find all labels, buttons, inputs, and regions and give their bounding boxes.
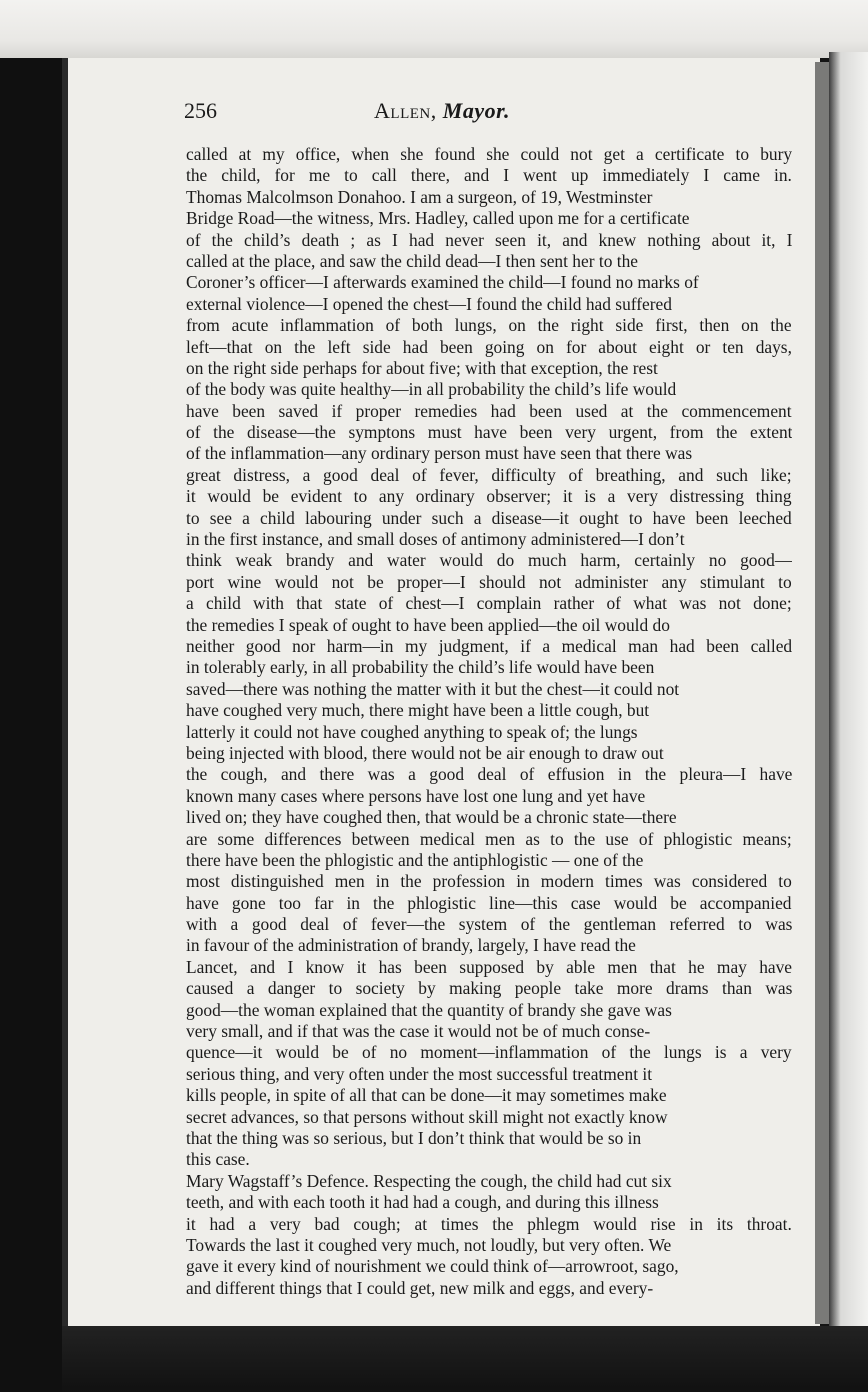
running-head-title: Mayor. [442, 98, 510, 123]
text-line: called at my office, when she found she could not get a certificate to bury [186, 144, 792, 164]
text-line: are some differences between medical men as to the use of phlogistic means; [186, 828, 792, 849]
text-line: of the body was quite healthy—in all probability the child’s life would [186, 379, 677, 400]
text-line: gave it every kind of nourishment we could think of—arrowroot, sago, [186, 1256, 679, 1277]
body-text [186, 144, 792, 1299]
text-line: latterly it could not have coughed anything to speak of; the lungs [186, 721, 638, 742]
text-line: Thomas Malcolmson Donahoo. I am a surgeon, of 19, Westminster [186, 186, 653, 207]
text-line: with a good deal of fever—the system of the gentleman referred to was [186, 914, 792, 935]
text-line: it had a very bad cough; at times the phlegm would rise in its throat. [186, 1213, 792, 1234]
text-line: saved—there was nothing the matter with it but the chest—it could not [186, 678, 680, 699]
text-line: this case. [186, 1149, 250, 1170]
page-header [122, 96, 802, 130]
text-line: have been saved if proper remedies had been used at the commencement [186, 400, 792, 421]
text-line: the remedies I speak of ought to have been applied—the oil would do [186, 614, 670, 635]
text-line: have gone too far in the phlogistic line—this case would be accompanied [186, 892, 792, 913]
text-line: external violence—I opened the chest—I found the child had suffered [186, 293, 672, 314]
text-line: that the thing was so serious, but I don’t think that would be so in [186, 1127, 642, 1148]
text-line: kills people, in spite of all that can be done—it may sometimes make [186, 1085, 667, 1106]
text-line: known many cases where persons have lost one lung and yet have [186, 785, 646, 806]
text-line: and different things that I could get, new milk and eggs, and every- [186, 1277, 654, 1298]
text-line: of the inflammation—any ordinary person must have seen that there was [186, 443, 693, 464]
text-line: in favour of the administration of brandy, largely, I have read the [186, 935, 636, 956]
text-line: of the disease—the symptons must have been very urgent, from the extent [186, 422, 792, 443]
text-line: Lancet, and I know it has been supposed by able men that he may have [186, 956, 792, 977]
text-line: there have been the phlogistic and the antiphlogistic — one of the [186, 849, 644, 870]
text-line: teeth, and with each tooth it had had a cough, and during this illness [186, 1192, 659, 1213]
text-line: left—that on the left side had been going on for about eight or ten days, [186, 336, 792, 357]
text-line: good—the woman explained that the quantity of brandy she gave was [186, 999, 672, 1020]
page-number: 256 [184, 98, 217, 123]
text-line: it would be evident to any ordinary observer; it is a very distressing thing [186, 486, 792, 507]
text-line: the cough, and there was a good deal of effusion in the pleura—I have [186, 764, 792, 785]
text-line: on the right side perhaps for about five; with that exception, the rest [186, 357, 658, 378]
text-line: of the child’s death ; as I had never seen it, and knew nothing about it, I [186, 229, 792, 250]
running-head-name: Allen, [374, 98, 437, 123]
page-edge-shadow [815, 62, 829, 1324]
text-line: Towards the last it coughed very much, not loudly, but very often. We [186, 1234, 672, 1255]
text-line: great distress, a good deal of fever, difficulty of breathing, and such like; [186, 464, 792, 485]
text-line: port wine would not be proper—I should not administer any stimulant to [186, 571, 792, 592]
text-line: being injected with blood, there would not be air enough to draw out [186, 742, 664, 763]
scan-left-border [0, 58, 62, 1392]
text-line: from acute inflammation of both lungs, on the right side first, then on the [186, 315, 792, 336]
text-line: the child, for me to call there, and I went up immediately I came in. [186, 165, 792, 186]
text-line: neither good nor harm—in my judgment, if a medical man had been called [186, 635, 792, 656]
text-line: lived on; they have coughed then, that would be a chronic state—there [186, 807, 677, 828]
text-line: quence—it would be of no moment—inflammation of the lungs is a very [186, 1042, 792, 1063]
text-line: think weak brandy and water would do much harm, certainly no good— [186, 550, 792, 571]
text-line: secret advances, so that persons without skill might not exactly know [186, 1106, 668, 1127]
scan-bottom-border [62, 1326, 868, 1392]
text-line: caused a danger to society by making people take more drams than was [186, 978, 792, 999]
text-line: to see a child labouring under such a disease—it ought to have been leeched [186, 507, 792, 528]
text-line: very small, and if that was the case it would not be of much conse- [186, 1021, 651, 1042]
text-line: serious thing, and very often under the most successful treatment it [186, 1063, 653, 1084]
text-line: a child with that state of chest—I complain rather of what was not done; [186, 593, 792, 614]
text-line: called at the place, and saw the child dead—I then sent her to the [186, 250, 638, 271]
text-line: Bridge Road—the witness, Mrs. Hadley, called upon me for a certificate [186, 208, 690, 229]
text-line: in tolerably early, in all probability the child’s life would have been [186, 657, 655, 678]
scan-right-border [829, 52, 868, 1392]
text-line: have coughed very much, there might have been a little cough, but [186, 700, 650, 721]
text-line: most distinguished men in the profession in modern times was considered to [186, 871, 792, 892]
running-head [122, 98, 762, 124]
text-line: Coroner’s officer—I afterwards examined the child—I found no marks of [186, 272, 699, 293]
text-line: Mary Wagstaff’s Defence. Respecting the cough, the child had cut six [186, 1170, 672, 1191]
text-line: in the first instance, and small doses of antimony administered—I don’t [186, 529, 685, 550]
scan-top-margin [0, 0, 868, 58]
